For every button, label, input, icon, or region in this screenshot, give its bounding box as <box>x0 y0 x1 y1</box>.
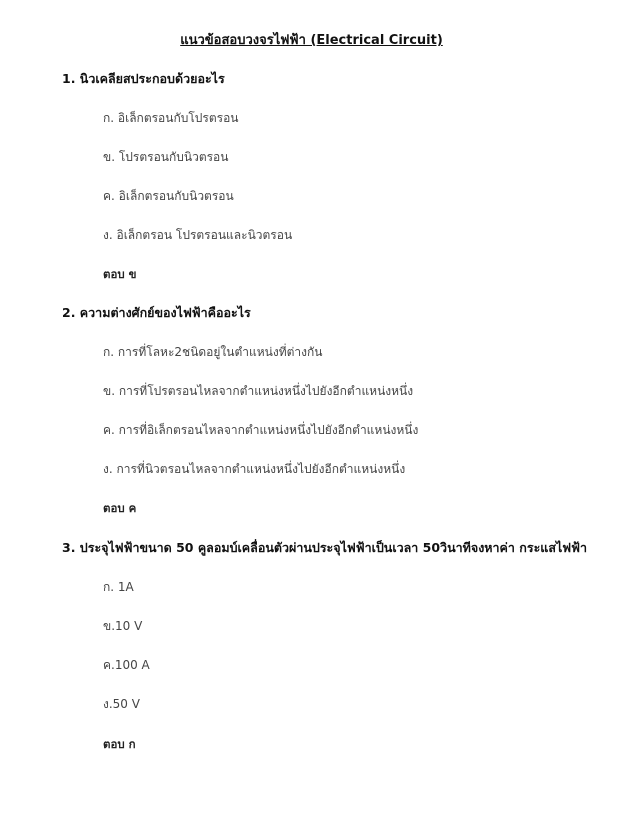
question-3-choice-d: ง.50 V <box>103 697 140 711</box>
question-2: 2. ความต่างศักย์ของไฟฟ้าคืออะไร <box>62 305 251 320</box>
document-title: แนวข้อสอบวงจรไฟฟ้า (Electrical Circuit) <box>180 33 443 48</box>
question-1-answer: ตอบ ข <box>103 267 137 281</box>
question-1: 1. นิวเคลียสประกอบด้วยอะไร <box>62 71 225 86</box>
question-2-choice-d: ง. การที่นิวตรอนไหลจากตำแหน่งหนึ่งไปยังอีกตำแหน่งหนึ่ง <box>103 462 406 476</box>
question-2-choice-b: ข. การที่โปรตรอนไหลจากตำแหน่งหนึ่งไปยังอีกตำแหน่งหนึ่ง <box>103 384 414 398</box>
question-3-choice-b: ข.10 V <box>103 619 143 633</box>
question-3-choice-c: ค.100 A <box>103 658 150 672</box>
question-1-choice-c: ค. อิเล็กตรอนกับนิวตรอน <box>103 189 234 203</box>
question-1-choice-d: ง. อิเล็กตรอน โปรตรอนและนิวตรอน <box>103 228 293 242</box>
question-3: 3. ประจุไฟฟ้าขนาด 50 คูลอมบ์เคลื่อนตัวผ่านประจุไฟฟ้าเป็นเวลา 50วินาทีจงหาค่า กระแสไฟฟ้า <box>62 540 587 555</box>
question-2-choice-c: ค. การที่อิเล็กตรอนไหลจากตำแหน่งหนึ่งไปยังอีกตำแหน่งหนึ่ง <box>103 423 419 437</box>
question-1-choice-a: ก. อิเล็กตรอนกับโปรตรอน <box>103 111 239 125</box>
question-2-choice-a: ก. การที่โลหะ2ชนิดอยู่ในตำแหน่งที่ต่างกัน <box>103 345 323 359</box>
question-3-answer: ตอบ ก <box>103 737 136 751</box>
question-2-answer: ตอบ ค <box>103 501 137 515</box>
question-3-choice-a: ก. 1A <box>103 580 134 594</box>
question-1-choice-b: ข. โปรตรอนกับนิวตรอน <box>103 150 229 164</box>
